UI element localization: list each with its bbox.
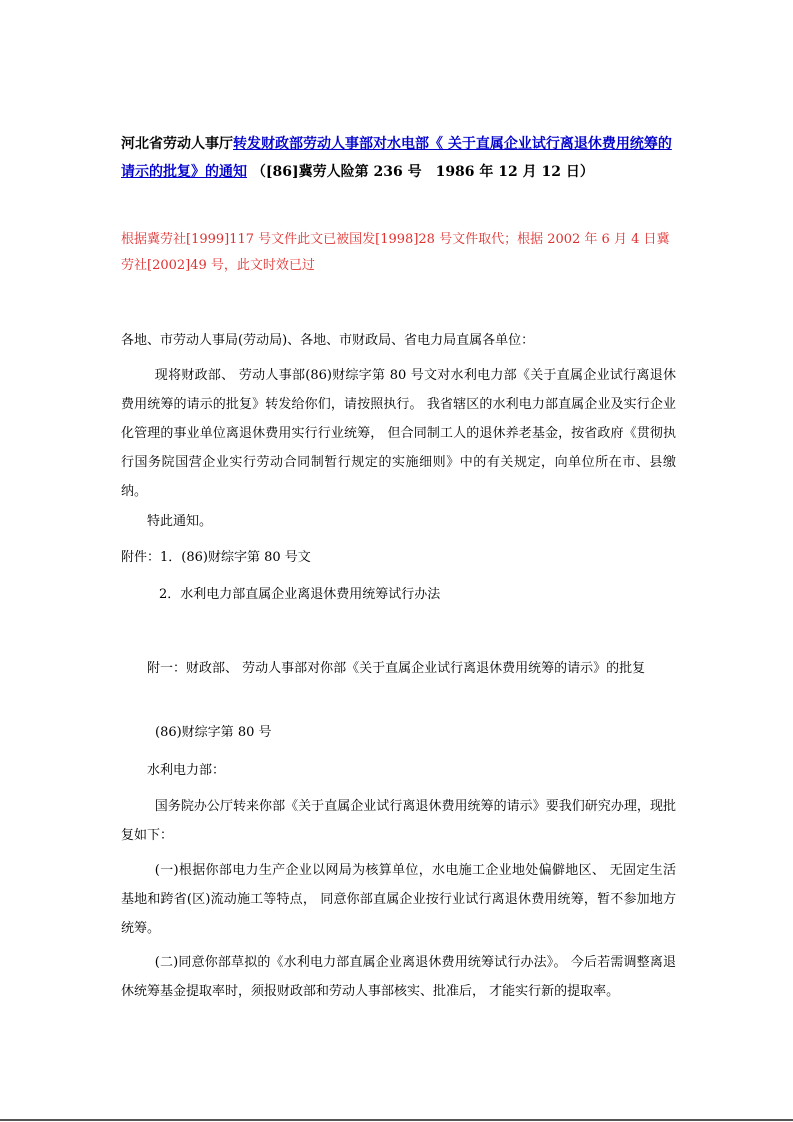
appendix-recipient: 水利电力部： bbox=[147, 763, 226, 778]
page-bottom-divider bbox=[0, 1119, 793, 1121]
body-paragraph-1: 现将财政部、 劳动人事部(86)财综字第 80 号文对水利电力部《关于直属企业试行离退休费用统筹的请示的批复》转发给你们，请按照执行。 我省辖区的水利电力部直属企业及实行企业化管理的事业单位离退休费用实行行业统筹， 但合同制工人的退休养老基金，按省政府《贯彻执行国务院国营企业实行劳动合同制暂行规定的实施细则》中的有关规定，向单位所在市、县缴纳。 bbox=[121, 368, 676, 499]
addressee: 各地、市劳动人事局(劳动局)、各地、市财政局、省电力局直属各单位： bbox=[121, 333, 535, 348]
title-doc-number: （[86]冀劳人险第 236 号 1986 年 12 月 12 日） bbox=[251, 164, 594, 180]
appendix-paragraph-2: (一)根据你部电力生产企业以网局为核算单位，水电施工企业地处偏僻地区、 无固定生活基地和跨省(区)流动施工等特点， 同意你部直属企业按行业试行离退休费用统筹，暂不参加地方统筹。 bbox=[121, 863, 676, 936]
attachment-2: 2．水利电力部直属企业离退休费用统筹试行办法 bbox=[159, 587, 441, 602]
appendix-heading: 附一：财政部、 劳动人事部对你部《关于直属企业试行离退休费用统筹的请示》的批复 bbox=[147, 661, 646, 676]
closing-line: 特此通知。 bbox=[147, 514, 213, 529]
appendix-doc-number: (86)财综字第 80 号 bbox=[155, 725, 272, 740]
appendix-paragraph-1: 国务院办公厅转来你部《关于直属企业试行离退休费用统筹的请示》要我们研究办理，现批复如下： bbox=[121, 799, 676, 843]
appendix-paragraph-3: (二)同意你部草拟的《水利电力部直属企业离退休费用统筹试行办法》。 今后若需调整离退休统筹基金提取率时，须报财政部和劳动人事部核实、批准后， 才能实行新的提取率。 bbox=[121, 955, 676, 999]
attachment-1: 附件：1．(86)财综字第 80 号文 bbox=[121, 550, 311, 565]
document-title bbox=[121, 130, 681, 186]
validity-notice: 根据冀劳社[1999]117 号文件此文已被国发[1998]28 号文件取代；根据 2002 年 6 月 4 日冀劳社[2002]49 号，此文时效已过 bbox=[121, 232, 670, 273]
title-issuer: 河北省劳动人事厅 bbox=[121, 136, 233, 152]
title-link[interactable]: 转发财政部劳动人事部对水电部《 关于直属企业试行离退休费用统筹的请示的批复》的通知 bbox=[121, 136, 672, 180]
